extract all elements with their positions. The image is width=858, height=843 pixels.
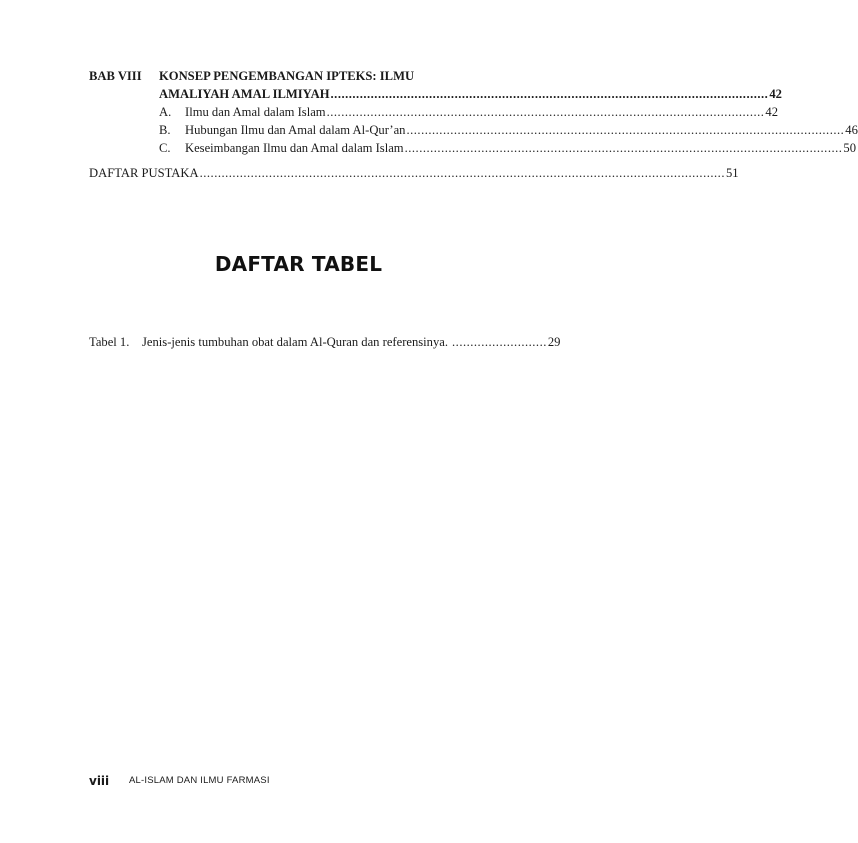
- subitem-letter: A.: [159, 105, 172, 119]
- daftar-pustaka-page-number: 51: [725, 166, 739, 180]
- dot-leader: ........................................................................................................................: [406, 123, 845, 137]
- subitem-title: Ilmu dan Amal dalam Islam: [185, 105, 326, 119]
- footer-page-number: viii: [89, 774, 110, 788]
- chapter-page-number: 42: [769, 87, 782, 101]
- subitem-title: Hubungan Ilmu dan Amal dalam Al-Qur’an: [185, 123, 406, 137]
- footer-book-title: AL-ISLAM DAN ILMU FARMASI: [129, 775, 270, 786]
- subitem-letter: B.: [159, 123, 171, 137]
- dot-leader: ........................................................................................................................: [326, 105, 765, 119]
- table-list-item[interactable]: [89, 333, 561, 351]
- chapter-title-line2: [159, 85, 782, 103]
- table-list-line: [142, 333, 561, 351]
- chapter-title-line1: KONSEP PENGEMBANGAN IPTEKS: ILMU: [159, 69, 415, 83]
- table-page-number: 29: [547, 335, 561, 349]
- subitem-letter: C.: [159, 141, 171, 155]
- toc-subitem[interactable]: [89, 139, 856, 157]
- daftar-pustaka-line: [89, 164, 739, 182]
- subitem-page-number: 46: [845, 123, 858, 137]
- subitem-line: [185, 121, 858, 139]
- dot-leader: ................................................................................................................................................: [199, 166, 725, 180]
- toc-subitem[interactable]: [89, 103, 779, 121]
- dot-leader: ..........................: [452, 335, 547, 349]
- subitem-title: Keseimbangan Ilmu dan Amal dalam Islam: [185, 141, 404, 155]
- subitem-page-number: 42: [765, 105, 779, 119]
- dot-leader: ........................................................................................................................: [330, 87, 769, 101]
- toc-entry-bab-viii[interactable]: [89, 67, 782, 103]
- toc-entry-daftar-pustaka[interactable]: [89, 164, 739, 182]
- chapter-number: BAB VIII: [89, 69, 142, 83]
- subitem-line: [185, 103, 779, 121]
- daftar-pustaka-title: DAFTAR PUSTAKA: [89, 166, 199, 180]
- subitem-page-number: 50: [843, 141, 856, 155]
- dot-leader: ........................................................................................................................: [404, 141, 843, 155]
- section-heading: DAFTAR TABEL: [214, 252, 383, 276]
- table-label: Tabel 1.: [89, 335, 130, 349]
- chapter-title-text: AMALIYAH AMAL ILMIYAH: [159, 87, 330, 101]
- toc-subitem[interactable]: [89, 121, 858, 139]
- table-title: Jenis-jenis tumbuhan obat dalam Al-Quran dan referensinya.: [142, 335, 449, 349]
- subitem-line: [185, 139, 856, 157]
